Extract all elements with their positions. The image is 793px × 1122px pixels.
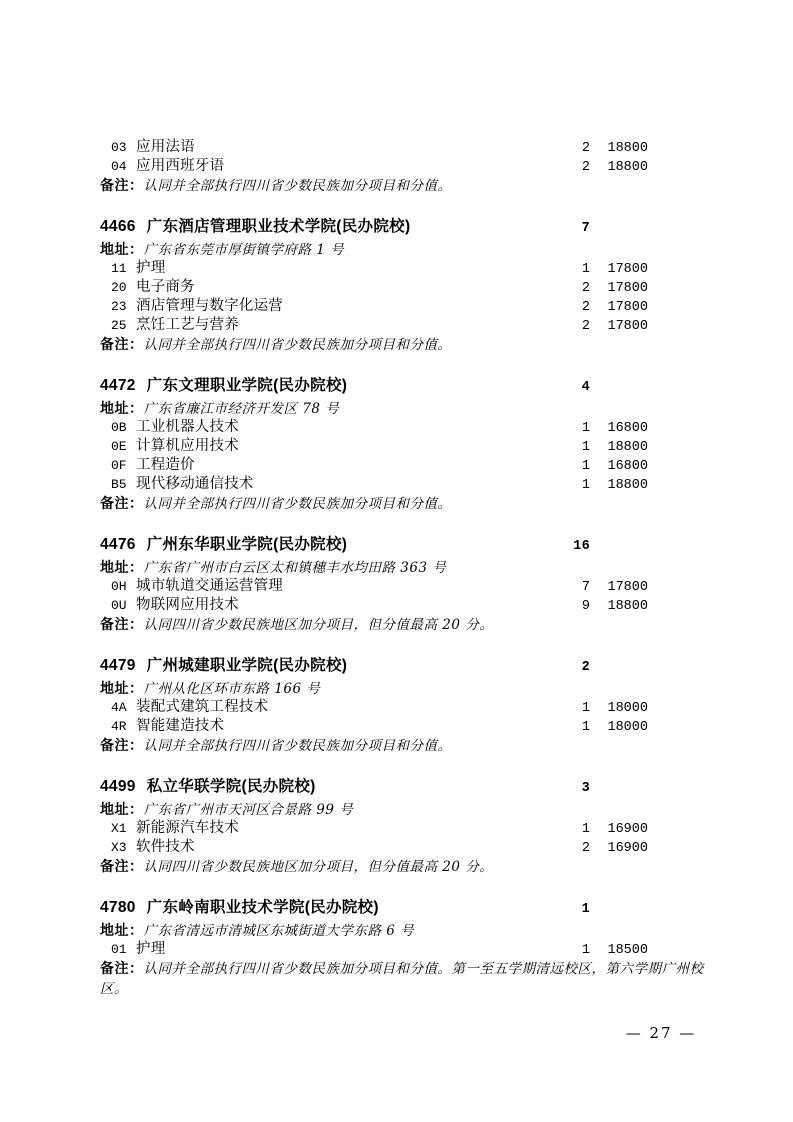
major-row xyxy=(100,278,648,297)
institution-name: 广州城建职业学院(民办院校) xyxy=(146,657,348,674)
address-text: 广东省东莞市厚街镇学府路 1 号 xyxy=(143,242,345,258)
major-row xyxy=(100,297,648,316)
major-code: X1 xyxy=(111,821,127,836)
address-label: 地址： xyxy=(100,559,144,575)
major-code: 0U xyxy=(111,598,127,613)
institution-title xyxy=(100,373,560,399)
remark-text: 认同四川省少数民族地区加分项目，但分值最高 20 分。 xyxy=(143,617,494,633)
institution-total: 7 xyxy=(581,221,590,236)
institution-code: 4479 xyxy=(100,657,136,674)
institution-code: 4499 xyxy=(100,778,136,795)
major-code: 03 xyxy=(111,140,127,155)
major-row xyxy=(100,838,648,857)
major-count: 2 xyxy=(581,160,590,175)
major-name: 工业机器人技术 xyxy=(136,419,239,435)
institution-header xyxy=(100,532,648,558)
major-name: 物联网应用技术 xyxy=(136,597,239,613)
major-fee: 16900 xyxy=(607,822,648,837)
major-count: 2 xyxy=(581,319,590,334)
remark-label: 备注： xyxy=(100,495,144,511)
major-row xyxy=(100,437,648,456)
major-code: X3 xyxy=(111,840,127,855)
major-name: 护理 xyxy=(136,260,166,276)
institution-name: 私立华联学院(民办院校) xyxy=(146,778,316,795)
address-row xyxy=(100,240,714,259)
major-name: 电子商务 xyxy=(136,279,195,295)
major-row xyxy=(100,698,648,717)
remark-text: 认同四川省少数民族地区加分项目，但分值最高 20 分。 xyxy=(143,859,494,875)
major-row xyxy=(100,316,648,335)
section xyxy=(100,138,714,196)
remark-label: 备注： xyxy=(100,960,144,976)
major-fee: 17800 xyxy=(607,262,648,277)
major-fee: 18800 xyxy=(607,160,648,175)
remark-label: 备注： xyxy=(100,616,144,632)
major-fee: 17800 xyxy=(607,319,648,334)
major-row xyxy=(100,577,648,596)
page-number-text: — 27 — xyxy=(625,1024,697,1042)
major-name: 应用西班牙语 xyxy=(136,158,225,174)
institution-total: 2 xyxy=(581,660,590,675)
major-count: 2 xyxy=(581,841,590,856)
major-code: 4R xyxy=(111,719,127,734)
major-row xyxy=(100,596,648,615)
remark-text: 认同并全部执行四川省少数民族加分项目和分值。 xyxy=(143,496,452,512)
major-fee: 16800 xyxy=(607,421,648,436)
address-row xyxy=(100,921,714,940)
major-code: 4A xyxy=(111,700,127,715)
remark-label: 备注： xyxy=(100,737,144,753)
address-label: 地址： xyxy=(100,801,144,817)
major-fee: 18000 xyxy=(607,701,648,716)
major-code: 11 xyxy=(111,261,127,276)
major-count: 1 xyxy=(581,459,590,474)
address-text: 广州从化区环市东路 166 号 xyxy=(143,681,321,697)
institution-name: 广东酒店管理职业技术学院(民办院校) xyxy=(146,218,411,235)
institution-header xyxy=(100,653,648,679)
institution-header xyxy=(100,895,648,921)
remark-label: 备注： xyxy=(100,858,144,874)
address-text: 广东省广州市白云区太和镇穗丰水均田路 363 号 xyxy=(143,560,447,576)
remark-row xyxy=(100,959,714,999)
major-code: 25 xyxy=(111,318,127,333)
address-text: 广东省廉江市经济开发区 78 号 xyxy=(143,401,340,417)
section xyxy=(100,653,714,756)
institution-total: 16 xyxy=(573,539,590,554)
major-code: 23 xyxy=(111,299,127,314)
institution-total: 1 xyxy=(581,902,590,917)
remark-row xyxy=(100,494,714,514)
major-fee: 17800 xyxy=(607,580,648,595)
section xyxy=(100,214,714,355)
major-name: 工程造价 xyxy=(136,457,195,473)
address-row xyxy=(100,800,714,819)
major-name: 现代移动通信技术 xyxy=(136,476,254,492)
major-fee: 16800 xyxy=(607,459,648,474)
remark-text: 认同并全部执行四川省少数民族加分项目和分值。 xyxy=(143,178,452,194)
major-count: 1 xyxy=(581,440,590,455)
major-fee: 18800 xyxy=(607,599,648,614)
major-code: 20 xyxy=(111,280,127,295)
major-fee: 18000 xyxy=(607,720,648,735)
remark-row xyxy=(100,857,714,877)
institution-code: 4466 xyxy=(100,218,136,235)
major-name: 烹饪工艺与营养 xyxy=(136,317,239,333)
address-row xyxy=(100,558,714,577)
address-label: 地址： xyxy=(100,241,144,257)
institution-header xyxy=(100,214,648,240)
major-row xyxy=(100,418,648,437)
major-fee: 17800 xyxy=(607,300,648,315)
major-count: 1 xyxy=(581,421,590,436)
major-code: 04 xyxy=(111,159,127,174)
institution-title xyxy=(100,774,560,800)
section xyxy=(100,774,714,877)
major-row xyxy=(100,717,648,736)
major-name: 计算机应用技术 xyxy=(136,438,239,454)
major-count: 1 xyxy=(581,943,590,958)
institution-code: 4472 xyxy=(100,377,136,394)
address-label: 地址： xyxy=(100,680,144,696)
institution-title xyxy=(100,214,560,240)
major-row xyxy=(100,456,648,475)
address-label: 地址： xyxy=(100,922,144,938)
major-count: 1 xyxy=(581,822,590,837)
remark-text: 认同并全部执行四川省少数民族加分项目和分值。 xyxy=(143,337,452,353)
major-name: 护理 xyxy=(136,941,166,957)
major-name: 智能建造技术 xyxy=(136,718,225,734)
major-code: 01 xyxy=(111,942,127,957)
major-count: 7 xyxy=(581,580,590,595)
institution-name: 广东岭南职业技术学院(民办院校) xyxy=(146,899,379,916)
institution-title xyxy=(100,653,560,679)
major-code: 0H xyxy=(111,579,127,594)
major-fee: 18800 xyxy=(607,141,648,156)
major-count: 2 xyxy=(581,300,590,315)
remark-text: 认同并全部执行四川省少数民族加分项目和分值。 xyxy=(143,738,452,754)
institution-code: 4476 xyxy=(100,536,136,553)
major-code: 0E xyxy=(111,439,127,454)
address-text: 广东省清远市清城区东城街道大学东路 6 号 xyxy=(143,923,415,939)
institution-title xyxy=(100,895,560,921)
address-label: 地址： xyxy=(100,400,144,416)
major-fee: 16900 xyxy=(607,841,648,856)
section xyxy=(100,895,714,999)
remark-row xyxy=(100,176,714,196)
page-number xyxy=(616,1024,706,1042)
section xyxy=(100,373,714,514)
major-count: 1 xyxy=(581,720,590,735)
major-count: 1 xyxy=(581,478,590,493)
major-count: 2 xyxy=(581,141,590,156)
major-name: 应用法语 xyxy=(136,139,195,155)
institution-header xyxy=(100,373,648,399)
institution-title xyxy=(100,532,560,558)
major-name: 城市轨道交通运营管理 xyxy=(136,578,283,594)
institution-name: 广州东华职业学院(民办院校) xyxy=(146,536,348,553)
major-row xyxy=(100,475,648,494)
major-count: 2 xyxy=(581,281,590,296)
major-name: 装配式建筑工程技术 xyxy=(136,699,269,715)
remark-text: 认同并全部执行四川省少数民族加分项目和分值。第一至五学期清远校区，第六学期广州校区。 xyxy=(100,961,704,997)
major-code: B5 xyxy=(111,477,127,492)
major-row xyxy=(100,138,648,157)
institution-code: 4780 xyxy=(100,899,136,916)
major-row xyxy=(100,940,648,959)
institution-total: 3 xyxy=(581,781,590,796)
major-count: 1 xyxy=(581,262,590,277)
major-row xyxy=(100,157,648,176)
major-row xyxy=(100,259,648,278)
remark-row xyxy=(100,615,714,635)
address-row xyxy=(100,399,714,418)
remark-label: 备注： xyxy=(100,177,144,193)
institution-name: 广东文理职业学院(民办院校) xyxy=(146,377,348,394)
address-text: 广东省广州市天河区合景路 99 号 xyxy=(143,802,354,818)
remark-label: 备注： xyxy=(100,336,144,352)
remark-row xyxy=(100,335,714,355)
major-name: 软件技术 xyxy=(136,839,195,855)
remark-row xyxy=(100,736,714,756)
major-row xyxy=(100,819,648,838)
major-count: 9 xyxy=(581,599,590,614)
major-count: 1 xyxy=(581,701,590,716)
address-row xyxy=(100,679,714,698)
major-fee: 17800 xyxy=(607,281,648,296)
major-code: 0B xyxy=(111,420,127,435)
major-fee: 18800 xyxy=(607,478,648,493)
major-fee: 18500 xyxy=(607,943,648,958)
document-content xyxy=(100,138,714,999)
major-name: 新能源汽车技术 xyxy=(136,820,239,836)
section xyxy=(100,532,714,635)
major-code: 0F xyxy=(111,458,127,473)
major-fee: 18800 xyxy=(607,440,648,455)
institution-header xyxy=(100,774,648,800)
major-name: 酒店管理与数字化运营 xyxy=(136,298,283,314)
institution-total: 4 xyxy=(581,380,590,395)
